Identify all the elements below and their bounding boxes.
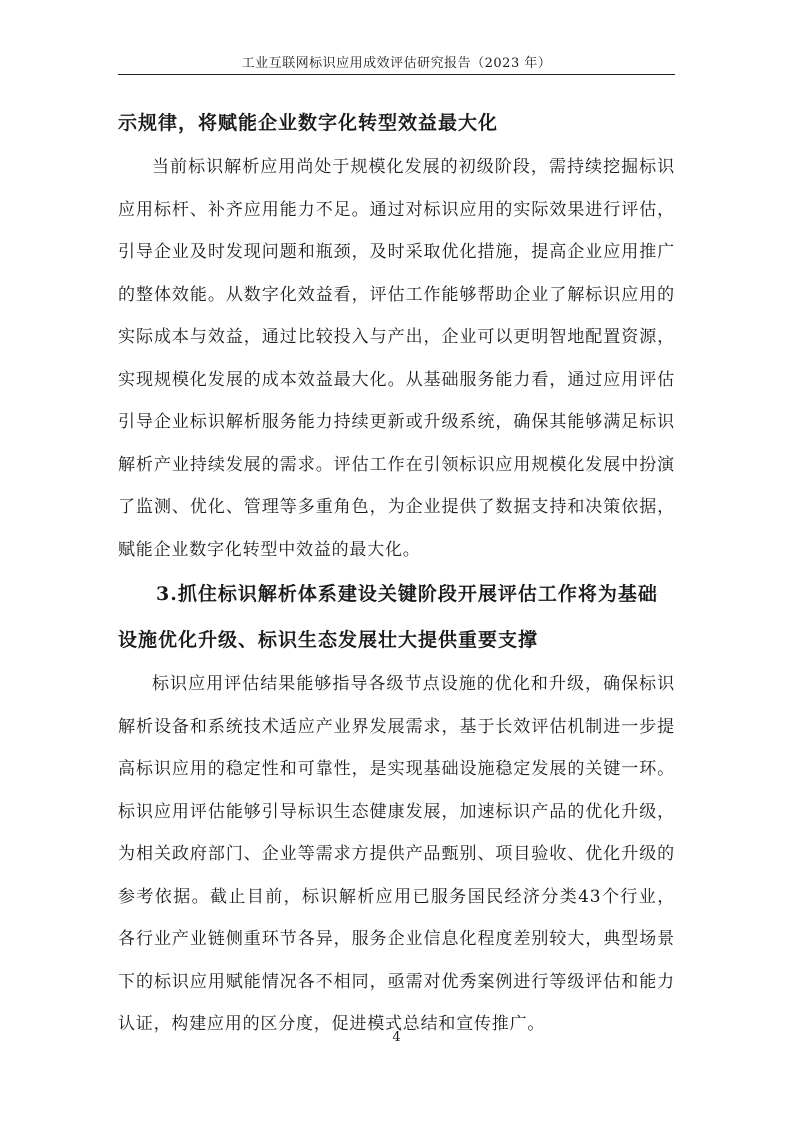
body-paragraph-2: 标识应用评估结果能够指导各级节点设施的优化和升级，确保标识解析设备和系统技术适应产业界发展需求，基于长效评估机制进一步提高标识应用的稳定性和可靠性，是实现基础设施稳定发展的关键一环。标识应用评估能够引导标识生态健康发展，加速标识产品的优化升级，为相关政府部门、企业等需求方提供产品甄别、项目验收、优化升级的参考依据。截止目前，标识解析应用已服务国民经济分类43个行业，各行业产业链侧重环节各异，服务企业信息化程度差别较大，典型场景下的标识应用赋能情况各不相同，亟需对优秀案例进行等级评估和能力认证，构建应用的区分度，促进模式总结和宣传推广。	[118, 674, 675, 1034]
section-heading-continued: 示规律，将赋能企业数字化转型效益最大化	[118, 112, 499, 134]
running-header: 工业互联网标识应用成效评估研究报告（2023 年）	[241, 56, 552, 71]
page-body	[118, 100, 675, 1046]
section-heading-3: 3.抓住标识解析体系建设关键阶段开展评估工作将为基础设施优化升级、标识生态发展壮大提供重要支撑	[118, 583, 658, 651]
page-number: 4	[392, 1030, 401, 1045]
body-paragraph-1: 当前标识解析应用尚处于规模化发展的初级阶段，需持续挖掘标识应用标杆、补齐应用能力不足。通过对标识应用的实际效果进行评估，引导企业及时发现问题和瓶颈，及时采取优化措施，提高企业应用推广的整体效能。从数字化效益看，评估工作能够帮助企业了解标识应用的实际成本与效益，通过比较投入与产出，企业可以更明智地配置资源，实现规模化发展的成本效益最大化。从基础服务能力看，通过应用评估引导企业标识解析服务能力持续更新或升级系统，确保其能够满足标识解析产业持续发展的需求。评估工作在引领标识应用规模化发展中扮演了监测、优化、管理等多重角色，为企业提供了数据支持和决策依据，赋能企业数字化转型中效益的最大化。	[118, 157, 675, 560]
header-divider	[118, 74, 675, 75]
